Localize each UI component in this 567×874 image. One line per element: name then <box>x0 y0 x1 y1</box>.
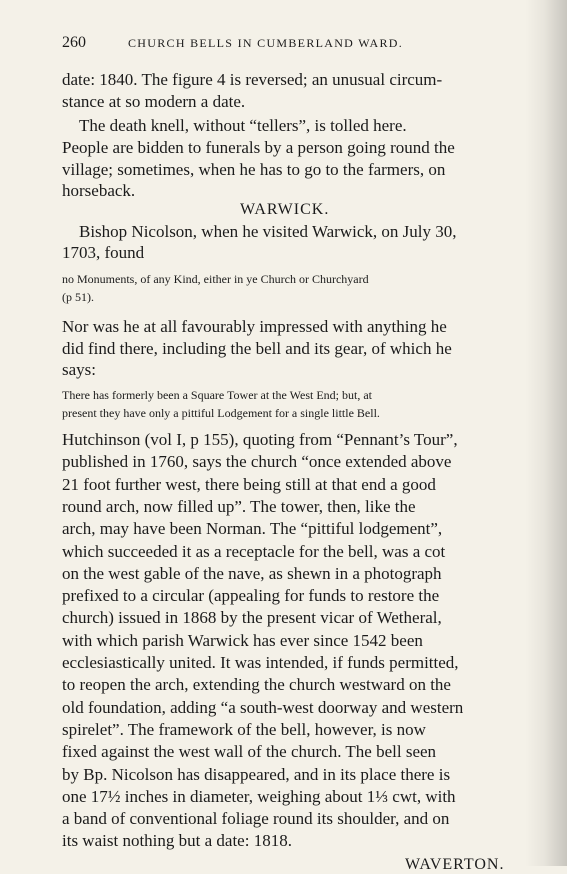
text-line: 21 foot further west, there being still at that end a good <box>62 474 436 494</box>
text-line: did find there, including the bell and its gear, of which he <box>62 339 452 358</box>
text-line: by Bp. Nicolson has disappeared, and in its place there is <box>62 764 451 784</box>
text-line: church) issued in 1868 by the present vicar of Wetheral, <box>62 608 442 628</box>
text-line: prefixed to a circular (appealing for funds to restore the <box>62 586 440 606</box>
text-line: arch, may have been Norman. The “pittiful lodgement”, <box>62 519 443 539</box>
section-heading-waverton: WAVERTON. <box>405 855 505 873</box>
text-line: village; sometimes, when he has to go to the farmers, on <box>62 160 446 179</box>
text-line: old foundation, adding “a south-west doorway and western <box>62 697 464 717</box>
text-line: 1703, found <box>62 243 145 262</box>
text-line: one 17½ inches in diameter, weighing about 1⅓ cwt, with <box>62 786 456 806</box>
text-line: Hutchinson (vol I, p 155), quoting from “Pennant’s Tour”, <box>62 430 458 449</box>
text-line: says: <box>62 360 96 379</box>
text-line: which succeeded it as a receptacle for the bell, was a cot <box>62 541 446 561</box>
text-line: stance at so modern a date. <box>62 92 246 111</box>
text-line: horseback. <box>62 181 136 200</box>
running-title: CHURCH BELLS IN CUMBERLAND WARD. <box>128 36 404 50</box>
text-line: spirelet”. The framework of the bell, however, is now <box>62 719 426 739</box>
text-line: with which parish Warwick has ever since 1542 been <box>62 630 423 650</box>
text-line: date: 1840. The figure 4 is reversed; an unusual circum- <box>62 70 443 89</box>
text-line: The death knell, without “tellers”, is tolled here. <box>79 116 407 135</box>
quotation-line: There has formerly been a Square Tower at the West End; but, at <box>62 388 372 402</box>
text-line: Bishop Nicolson, when he visited Warwick, on July 30, <box>79 222 457 241</box>
text-line: its waist nothing but a date: 1818. <box>62 831 292 851</box>
section-heading-warwick: WARWICK. <box>240 201 330 218</box>
text-line: on the west gable of the nave, as shewn in a photograph <box>62 563 442 583</box>
text-line: fixed against the west wall of the church. The bell seen <box>62 742 437 762</box>
quotation-line: (p 51). <box>62 290 94 304</box>
page-gutter-shadow <box>525 0 567 866</box>
running-header <box>62 34 522 56</box>
text-line: to reopen the arch, extending the church westward on the <box>62 675 451 695</box>
text-line: round arch, now filled up”. The tower, then, like the <box>62 496 416 516</box>
text-line: People are bidden to funerals by a person going round the <box>62 138 455 157</box>
text-line: ecclesiastically united. It was intended, if funds permitted, <box>62 653 459 672</box>
quotation-line: present they have only a pittiful Lodgement for a single little Bell. <box>62 406 380 420</box>
page-number: 260 <box>62 34 86 51</box>
text-line: published in 1760, says the church “once extended above <box>62 452 452 472</box>
text-line: Nor was he at all favourably impressed with anything he <box>62 317 447 336</box>
quotation-line: no Monuments, of any Kind, either in ye Church or Churchyard <box>62 272 369 286</box>
text-line: a band of conventional foliage round its shoulder, and on <box>62 809 450 829</box>
